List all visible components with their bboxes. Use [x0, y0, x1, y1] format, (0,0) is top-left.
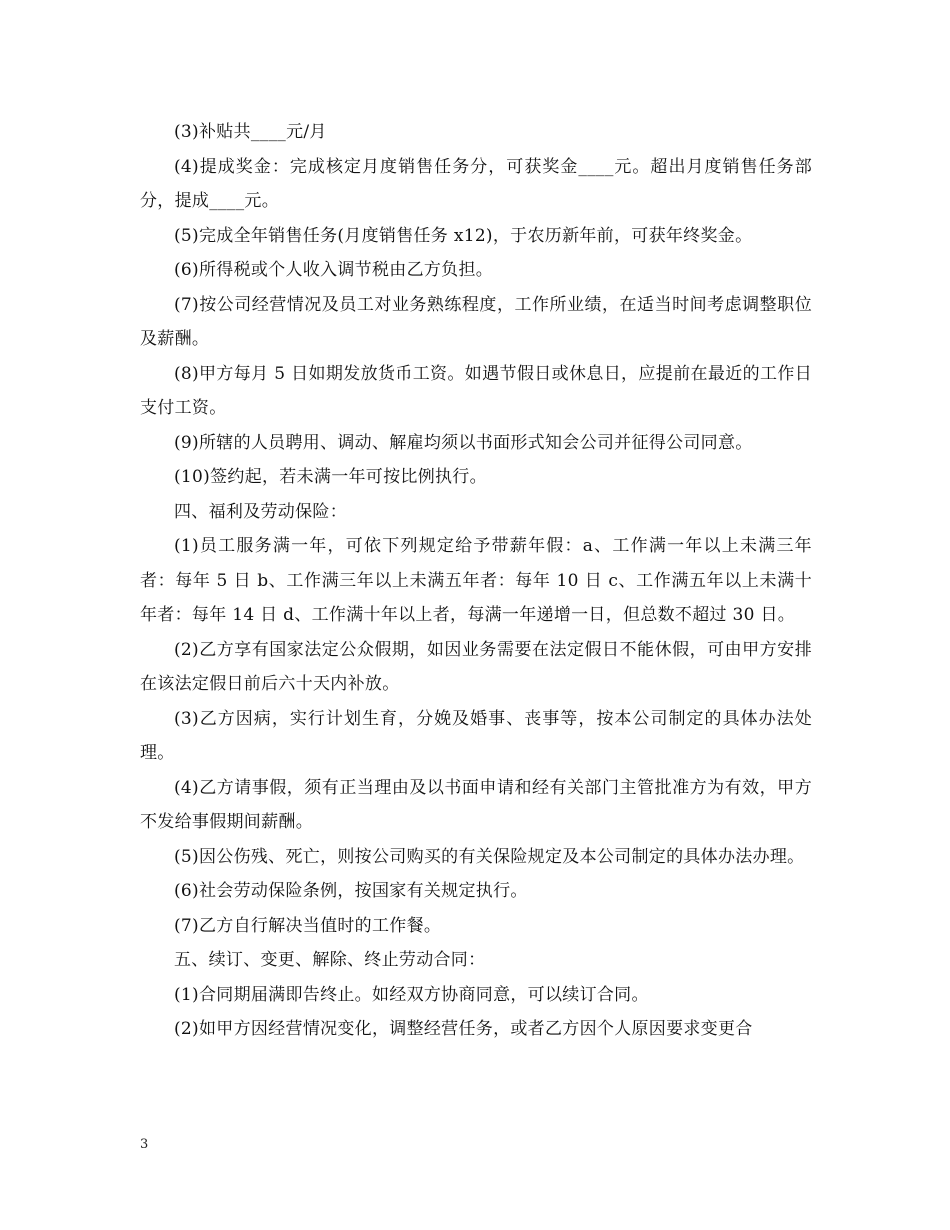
- paragraph-social-insurance: (6)社会劳动保险条例，按国家有关规定执行。: [174, 881, 528, 901]
- section-heading-welfare: 四、福利及劳动保险：: [174, 501, 347, 522]
- paragraph-commission-bonus: (4)提成奖金：完成核定月度销售任务分，可获奖金____元。超出月度销售任务部分，提成____元。: [140, 156, 812, 211]
- paragraph-contract-expiry: (1)合同期届满即告终止。如经双方协商同意，可以续订合同。: [174, 984, 649, 1005]
- section-heading-contract-changes: 五、续订、变更、解除、终止劳动合同：: [174, 950, 486, 970]
- paragraph-sick-leave: (3)乙方因病，实行计划生育，分娩及婚事、丧事等，按本公司制定的具体办法处理。: [140, 708, 812, 763]
- page-number: 3: [140, 1137, 149, 1152]
- paragraph-proration: (10)签约起，若未满一年可按比例执行。: [174, 467, 487, 487]
- paragraph-payday: (8)甲方每月 5 日如期发放货币工资。如遇节假日或休息日，应提前在最近的工作日支付工资。: [140, 363, 812, 418]
- paragraph-subsidy: (3)补贴共____元/月: [174, 122, 327, 142]
- paragraph-salary-adjustment: (7)按公司经营情况及员工对业务熟练程度，工作所业绩，在适当时间考虑调整职位及薪酬。: [140, 294, 812, 349]
- paragraph-work-injury: (5)因公伤残、死亡，则按公司购买的有关保险规定及本公司制定的具体办法办理。: [174, 846, 805, 867]
- paragraph-contract-modification: (2)如甲方因经营情况变化，调整经营任务，或者乙方因个人原因要求变更合: [174, 1019, 753, 1039]
- paragraph-income-tax: (6)所得税或个人收入调节税由乙方负担。: [174, 260, 494, 280]
- document-body: [140, 115, 812, 1047]
- paragraph-duty-meals: (7)乙方自行解决当值时的工作餐。: [174, 915, 442, 936]
- paragraph-personal-leave: (4)乙方请事假，须有正当理由及以书面申请和经有关部门主管批准方为有效，甲方不发给事假期间薪酬。: [140, 777, 812, 832]
- paragraph-public-holidays: (2)乙方享有国家法定公众假期，如因业务需要在法定假日不能休假，可由甲方安排在该法定假日前后六十天内补放。: [140, 639, 812, 694]
- paragraph-staff-hiring: (9)所辖的人员聘用、调动、解雇均须以书面形式知会公司并征得公司同意。: [174, 432, 753, 453]
- paragraph-annual-leave: (1)员工服务满一年，可依下列规定给予带薪年假：a、工作满一年以上未满三年者：每年 5 日 b、工作满三年以上未满五年者：每年 10 日 c、工作满五年以上未满十年者：每年 14 日 d、工作满十年以上者，每满一年递增一日，但总数不超过 30 日。: [140, 536, 812, 625]
- paragraph-annual-bonus: (5)完成全年销售任务(月度销售任务 x12)，于农历新年前，可获年终奖金。: [174, 225, 753, 246]
